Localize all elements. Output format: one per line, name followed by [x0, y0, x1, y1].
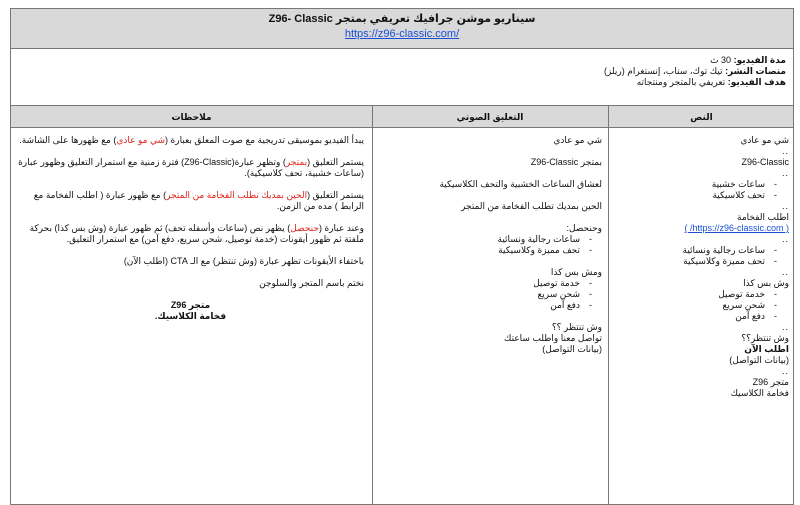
voice-list: - خدمة توصيل - شحن سريع - دفع آمن: [379, 278, 602, 311]
column-header-voice: التعليق الصوتي: [456, 112, 524, 122]
note-1: يبدأ الفيديو بموسيقى تدريجية مع صوت المعلق بعبارة (شي مو عادي) مع ظهورها على الشاشة.: [19, 135, 364, 145]
video-meta: [11, 49, 793, 106]
column-divider: [608, 106, 609, 504]
text-list: - ساعات رجالية ونسائية - تحف مميزة وكلاسيكية: [615, 245, 789, 267]
notes-column: [15, 135, 370, 504]
voice-column: شي مو عادي بمتجر Z96-Classic لعشاق الساعات الخشبية والتحف الكلاسيكية الحين بمديك تطلب الفخامة من المتجر وحنحصل: - ساعات رجالية ونسائية - تحف مميزة وكلاسيكية ومش بس كذا - خدمة توصيل - شحن سريع - دفع آمن وش تنتظر ؟؟ تواصل معنا واطلب ساعتك (بيانات التواصل): [375, 135, 608, 504]
document-title: سيناريو موشن جرافيك تعريفي بمتجر Z96- Classic: [268, 13, 536, 25]
column-headers: [11, 106, 793, 128]
scenario-table: [10, 8, 794, 505]
column-header-notes: ملاحظات: [171, 112, 212, 122]
text-list: - ساعات خشبية - تحف كلاسيكية: [615, 179, 789, 201]
note-4: وعند عبارة (حنحصل) يظهر نص (ساعات وأسفله تحف) ثم ظهور عبارة (وش بس كذا) بحركة ملفتة ثم ظهور أيقونات (خدمة توصيل، شحن سريع، دفع آمن) مع استمرار التعليق.: [29, 223, 364, 244]
text-column: شي مو عادي .. Z96-Classic .. - ساعات خشبية - تحف كلاسيكية .. اطلب الفخامة ( /https://z96-classic.com ) .. - ساعات رجالية ونسائية - تحف مميزة وكلاسيكية .. وش بس كذا - خدمة توصيل - شحن سريع - دفع آمن .. وش تنتظر؟؟ اطلب الآن (بيانات التواصل) .. متجر Z96 فخامة الكلاسيك: [611, 135, 795, 504]
duration-line: مدة الفيديو: 30 ث: [710, 55, 786, 65]
note-store-name: متجر Z96: [170, 300, 211, 310]
platforms-line: منصات النشر: تيك توك، سناب، إنستغرام (ريلز): [603, 66, 786, 76]
note-2: يستمر التعليق (بمتجر) وتظهر عبارة(Z96-Classic) فترة زمنية مع استمرار التعليق وظهور عبارة (ساعات خشبية، تحف كلاسيكية).: [18, 157, 364, 178]
note-6: نختم باسم المتجر والسلوجن: [259, 278, 364, 288]
store-link[interactable]: https://z96-classic.com/: [344, 28, 460, 40]
column-header-text: النص: [690, 112, 713, 122]
voice-list: - ساعات رجالية ونسائية - تحف مميزة وكلاسيكية: [379, 234, 602, 256]
text-link[interactable]: ( /https://z96-classic.com ): [684, 223, 789, 233]
column-divider: [372, 106, 373, 504]
note-slogan: فخامة الكلاسيك.: [154, 311, 227, 321]
note-5: باختفاء الأيقونات تظهر عبارة (وش تنتظر) مع الـ CTA (اطلب الآن): [123, 256, 364, 266]
goal-line: هدف الفيديو: تعريفي بالمتجر ومنتجاته: [636, 77, 786, 87]
note-3: يستمر التعليق (الحين بمديك تطلب الفخامة من المتجر) مع ظهور عبارة ( اطلب الفخامة مع الرابط ) مده من الزمن.: [33, 190, 364, 211]
text-list: - خدمة توصيل - شحن سريع - دفع آمن: [615, 289, 789, 322]
title-header: [11, 9, 793, 49]
